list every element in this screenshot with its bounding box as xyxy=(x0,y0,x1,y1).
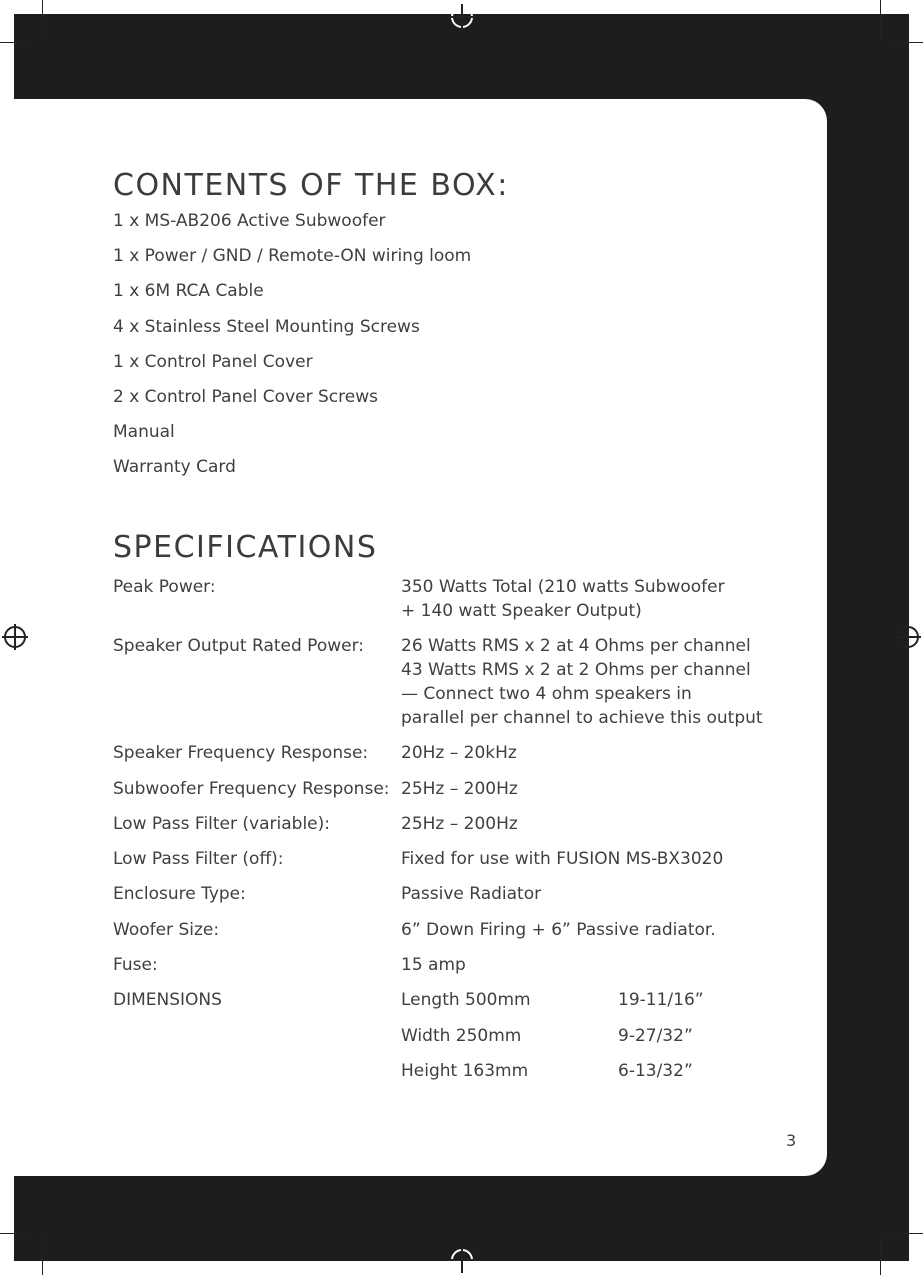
spec-label: Speaker Frequency Response: xyxy=(113,743,369,763)
spec-value: Fixed for use with FUSION MS-BX3020 xyxy=(401,849,724,869)
list-item: Manual xyxy=(113,422,175,443)
list-item: 4 x Stainless Steel Mounting Screws xyxy=(113,316,420,337)
spec-label: Woofer Size: xyxy=(113,920,220,940)
spec-value: + 140 watt Speaker Output) xyxy=(401,601,642,621)
dimension-imperial: 6-13/32” xyxy=(618,1061,693,1081)
spec-value: Passive Radiator xyxy=(401,884,542,904)
dimension-imperial: 9-27/32” xyxy=(618,1026,693,1046)
crop-mark xyxy=(880,0,881,42)
spec-label: Peak Power: xyxy=(113,577,216,597)
specifications-heading: SPECIFICATIONS xyxy=(113,530,378,565)
list-item: 1 x Power / GND / Remote-ON wiring loom xyxy=(113,246,472,267)
crop-mark xyxy=(893,42,923,43)
spec-value: 350 Watts Total (210 watts Subwoofer xyxy=(401,577,725,597)
crop-mark xyxy=(880,1235,881,1275)
spec-value: 20Hz – 20kHz xyxy=(401,743,517,763)
list-item: 1 x MS-AB206 Active Subwoofer xyxy=(113,211,386,231)
dimension-imperial: 19-11/16” xyxy=(618,990,704,1010)
crop-mark xyxy=(0,1233,30,1234)
spec-label: Subwoofer Frequency Response: xyxy=(113,779,390,799)
spec-value: 15 amp xyxy=(401,955,466,975)
spec-value: 26 Watts RMS x 2 at 4 Ohms per channel xyxy=(401,636,751,656)
spec-label: DIMENSIONS xyxy=(113,990,222,1010)
spec-value: 43 Watts RMS x 2 at 2 Ohms per channel xyxy=(401,660,751,680)
spec-value: 25Hz – 200Hz xyxy=(401,814,518,834)
registration-mark-icon xyxy=(897,626,919,648)
dimension-metric: Height 163mm xyxy=(401,1061,529,1081)
spec-label: Speaker Output Rated Power: xyxy=(113,636,365,656)
dimension-metric: Length 500mm xyxy=(401,990,531,1010)
spec-value: 25Hz – 200Hz xyxy=(401,779,518,799)
spec-value: — Connect two 4 ohm speakers in xyxy=(401,684,692,704)
crop-mark xyxy=(42,0,43,42)
list-item: Warranty Card xyxy=(113,457,236,478)
spec-label: Enclosure Type: xyxy=(113,884,246,904)
page-number: 3 xyxy=(786,1131,797,1150)
spec-label: Low Pass Filter (variable): xyxy=(113,814,330,834)
crop-mark xyxy=(0,42,30,43)
registration-mark-icon xyxy=(451,1249,473,1271)
dimension-metric: Width 250mm xyxy=(401,1026,522,1046)
crop-mark xyxy=(893,1233,923,1234)
list-item: 2 x Control Panel Cover Screws xyxy=(113,386,378,407)
spec-value: parallel per channel to achieve this output xyxy=(401,708,763,728)
registration-mark-icon xyxy=(451,6,473,28)
crop-mark xyxy=(42,1235,43,1275)
registration-mark-icon xyxy=(4,626,26,648)
spec-value: 6” Down Firing + 6” Passive radiator. xyxy=(401,920,716,940)
contents-list xyxy=(113,206,471,488)
contents-heading: CONTENTS OF THE BOX: xyxy=(113,168,509,203)
list-item: 1 x 6M RCA Cable xyxy=(113,281,264,302)
spec-label: Low Pass Filter (off): xyxy=(113,849,284,869)
list-item: 1 x Control Panel Cover xyxy=(113,351,313,372)
spec-label: Fuse: xyxy=(113,955,158,975)
